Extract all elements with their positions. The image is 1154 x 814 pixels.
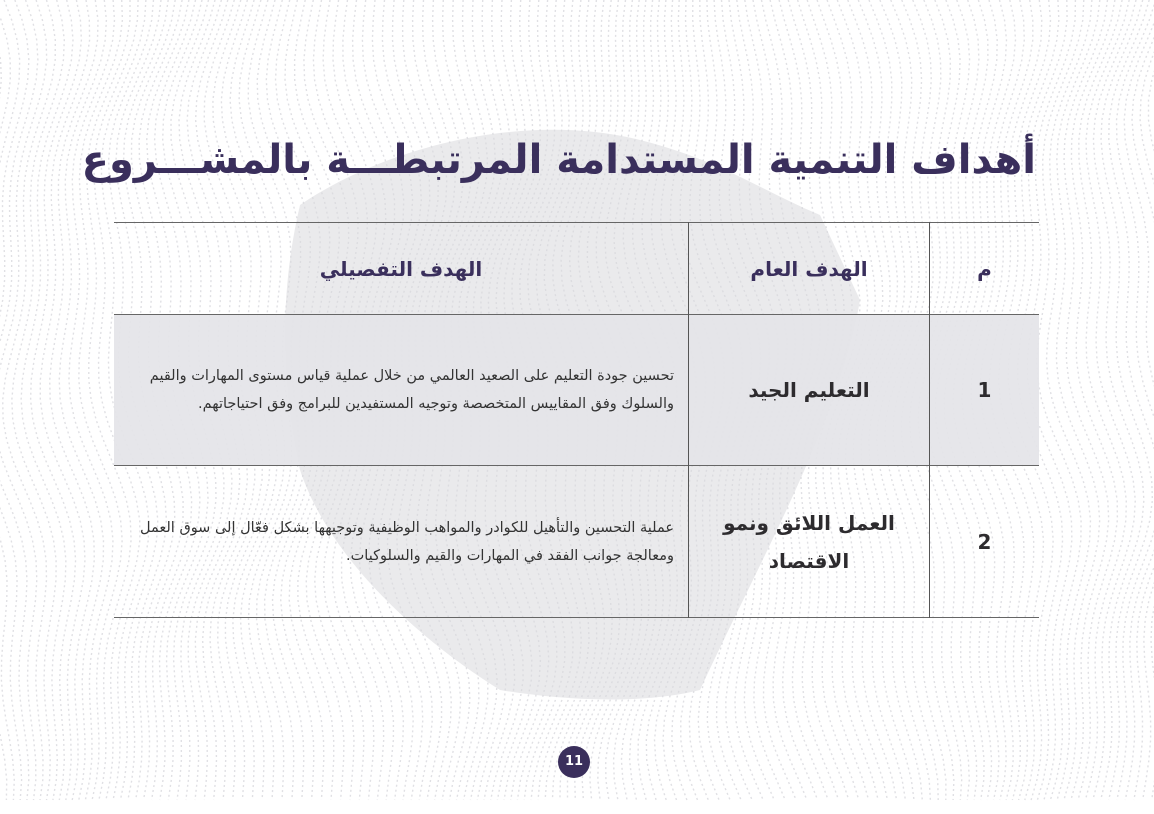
wave-line [1071, 0, 1117, 800]
goals-table [114, 222, 1039, 618]
wave-line [69, 0, 115, 800]
page-number-badge: 11 [558, 746, 590, 778]
row-detailed-goal: عملية التحسين والتأهيل للكوادر والمواهب الوظيفية وتوجيهها بشكل فعّال إلى سوق العمل ومعالجة جوانب الفقد في المهارات والقيم والسلوكيات. [114, 466, 689, 618]
header-general-goal: الهدف العام [689, 223, 930, 315]
wave-line [21, 0, 73, 800]
table-row [114, 315, 1039, 466]
wave-line [1093, 0, 1144, 800]
wave-line [0, 0, 29, 800]
wave-line [0, 0, 47, 800]
row-number: 1 [930, 315, 1040, 466]
page-title: أهداف التنمية المستدامة المرتبطـــة بالمشـــروع [81, 137, 1036, 183]
header-detailed-goal: الهدف التفصيلي [114, 223, 689, 315]
row-detailed-goal: تحسين جودة التعليم على الصعيد العالمي من خلال عملية قياس مستوى المهارات والقيم والسلوك وفق المقاييس المتخصصة وتوجيه المستفيدين للبرامج وفق احتياجاتهم. [114, 315, 689, 466]
wave-line [1056, 0, 1099, 800]
wave-line [0, 0, 38, 800]
wave-line [31, 0, 82, 800]
wave-line [1149, 0, 1154, 800]
wave-line [1132, 0, 1154, 800]
table-row [114, 466, 1039, 618]
table-header-row [114, 223, 1039, 315]
wave-line [1124, 0, 1154, 800]
header-number: م [930, 223, 1040, 315]
row-general-goal: العمل اللائق ونمو الاقتصاد [689, 466, 930, 618]
wave-line [1037, 0, 1084, 800]
row-number: 2 [930, 466, 1040, 618]
wave-line [59, 0, 106, 800]
wave-line [1140, 0, 1154, 800]
wave-line [1064, 0, 1109, 800]
row-general-goal: التعليم الجيد [689, 315, 930, 466]
